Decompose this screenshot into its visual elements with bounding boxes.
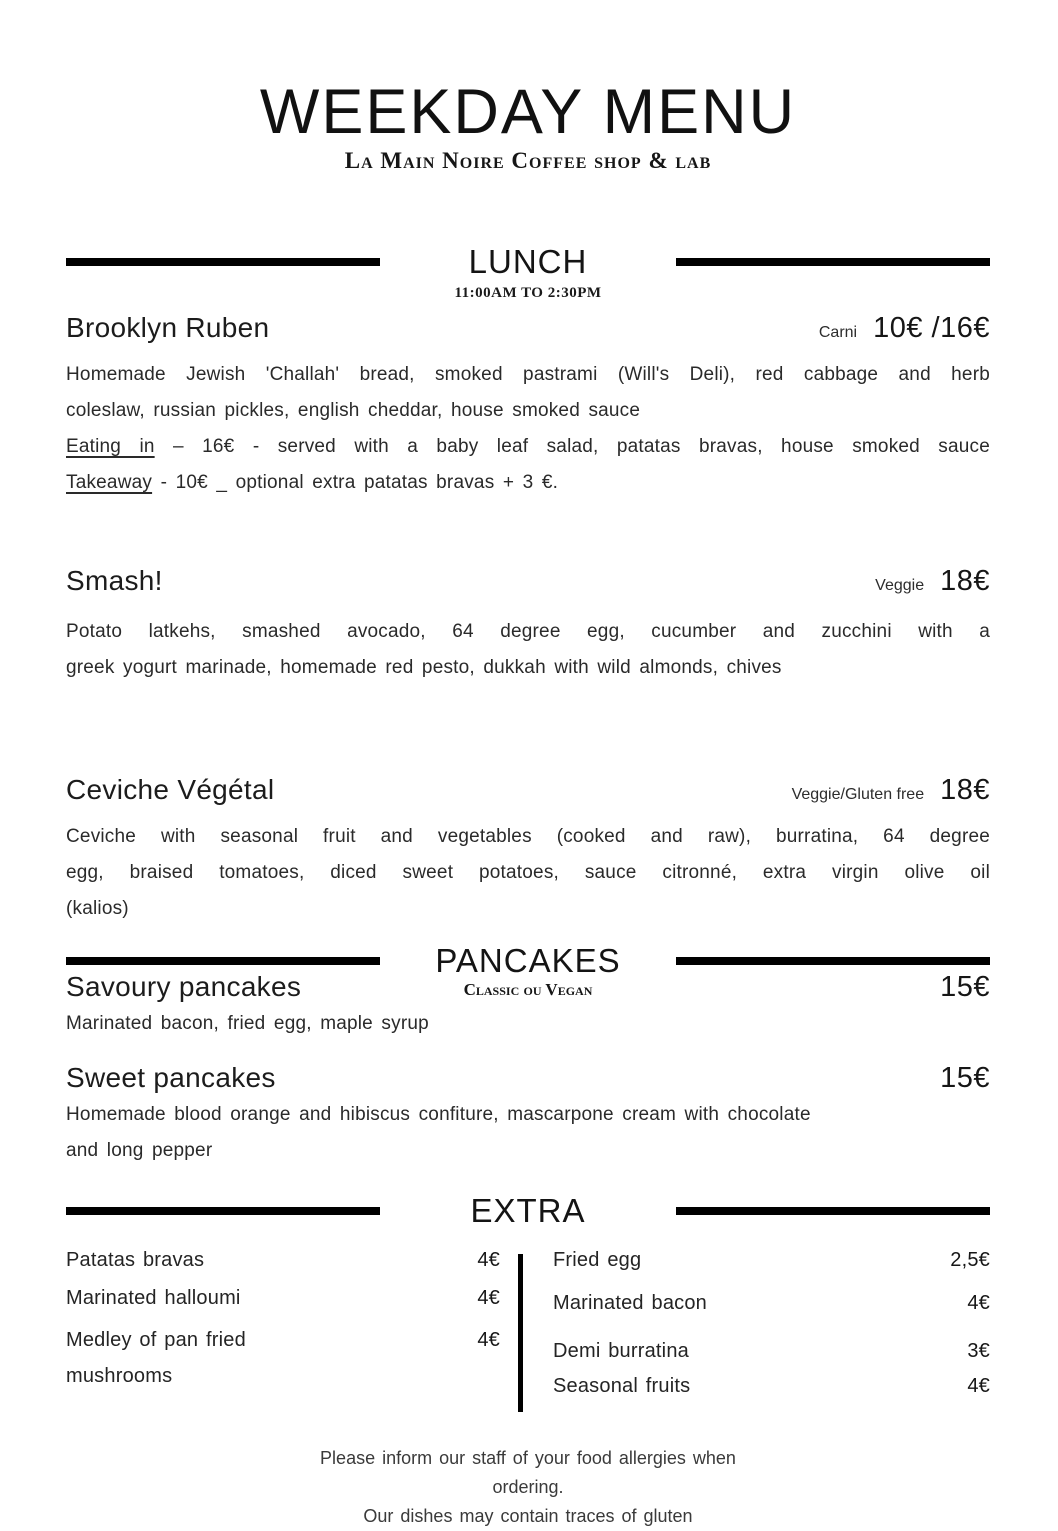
extra-price: 4€ — [477, 1328, 500, 1351]
masthead — [66, 78, 990, 174]
item-price: 18€ — [940, 774, 990, 807]
item-price: 15€ — [940, 971, 990, 1004]
item-description — [66, 357, 990, 501]
allergy-notice — [66, 1444, 990, 1531]
extras-grid — [66, 1246, 990, 1412]
lunch-heading-wrap — [380, 244, 676, 280]
diet-label: Veggie/Gluten free — [791, 786, 925, 804]
description-line: coleslaw, russian pickles, english cheddar, house smoked sauce — [66, 400, 641, 422]
page-subtitle: La Main Noire Coffee shop & lab — [344, 148, 712, 174]
pancakes-section-header — [66, 957, 990, 965]
extra-item-patatas-bravas — [66, 1246, 500, 1274]
item-price: 18€ — [940, 565, 990, 598]
extra-price: 4€ — [967, 1291, 990, 1314]
item-price-group — [819, 312, 990, 345]
extras-left-column — [66, 1246, 500, 1412]
extra-price: 2,5€ — [950, 1248, 990, 1271]
page-title: WEEKDAY MENU — [259, 77, 797, 147]
description-line: Homemade Jewish 'Challah' bread, smoked pastrami (Will's Deli), red cabbage and herb — [66, 364, 990, 386]
extra-item-medley-mushrooms — [66, 1322, 500, 1394]
pancakes-subheading: Classic ou Vegan — [463, 979, 593, 999]
divider-bar-right — [676, 957, 990, 965]
extra-section — [66, 1193, 990, 1411]
gluten-notice-line: Our dishes may contain traces of gluten — [363, 1505, 693, 1526]
description-line: Ceviche with seasonal fruit and vegetables (cooked and raw), burratina, 64 degree — [66, 826, 990, 848]
item-name: Savoury pancakes — [66, 971, 302, 1003]
extra-item-demi-burratina — [553, 1337, 990, 1365]
lunch-section — [66, 244, 990, 927]
extra-price: 4€ — [967, 1374, 990, 1397]
description-line: (kalios) — [66, 898, 129, 920]
takeaway-line — [66, 465, 990, 501]
menu-item-ceviche-vegetal — [66, 774, 990, 927]
menu-item-savoury-pancakes — [66, 971, 990, 1004]
extra-heading: EXTRA — [470, 1192, 586, 1230]
extras-right-column — [553, 1246, 990, 1412]
item-title-row — [66, 565, 990, 598]
extra-name: Marinated bacon — [553, 1291, 707, 1314]
item-title-row — [66, 312, 990, 345]
allergy-notice-line: Please inform our staff of your food allergies when — [320, 1447, 736, 1468]
item-price-group — [792, 774, 990, 807]
divider-bar-left — [66, 258, 380, 266]
divider-bar-right — [676, 258, 990, 266]
lunch-section-header — [66, 244, 990, 280]
extra-name: Fried egg — [553, 1248, 642, 1271]
description-line: greek yogurt marinade, homemade red pesto, dukkah with wild almonds, chives — [66, 657, 782, 679]
extra-item-seasonal-fruits — [553, 1372, 990, 1400]
menu-item-brooklyn-ruben — [66, 312, 990, 501]
description-line: and long pepper — [66, 1140, 213, 1162]
allergy-notice-line: ordering. — [492, 1476, 564, 1497]
item-name: Sweet pancakes — [66, 1062, 276, 1094]
takeaway-text: - 10€ _ optional extra patatas bravas + 3 €. — [152, 472, 559, 494]
item-description — [66, 819, 990, 927]
menu-item-smash — [66, 565, 990, 686]
eating-in-label: Eating in — [66, 436, 155, 458]
item-name: Smash! — [66, 565, 163, 597]
description-line: egg, braised tomatoes, diced sweet potatoes, sauce citronné, extra virgin olive oil — [66, 862, 990, 884]
description-line: Marinated bacon, fried egg, maple syrup — [66, 1013, 429, 1035]
item-description — [66, 614, 990, 686]
extra-name: Seasonal fruits — [553, 1374, 691, 1397]
extra-name: Medley of pan fried mushrooms — [66, 1328, 246, 1387]
item-name: Brooklyn Ruben — [66, 312, 270, 344]
item-price: 15€ — [940, 1062, 990, 1095]
extra-item-marinated-halloumi — [66, 1284, 500, 1312]
eating-in-line — [66, 429, 990, 465]
item-name: Ceviche Végétal — [66, 774, 275, 806]
extra-item-marinated-bacon — [553, 1289, 990, 1317]
takeaway-label: Takeaway — [66, 472, 153, 494]
divider-bar-right — [676, 1207, 990, 1215]
item-title-row — [66, 774, 990, 807]
item-price: 10€ /16€ — [873, 312, 990, 345]
menu-item-sweet-pancakes — [66, 1062, 990, 1095]
extra-heading-wrap — [380, 1193, 676, 1229]
diet-label: Veggie — [875, 577, 925, 595]
extra-price: 4€ — [477, 1286, 500, 1309]
lunch-heading: LUNCH — [468, 243, 588, 281]
description-line: Potato latkehs, smashed avocado, 64 degree egg, cucumber and zucchini with a — [66, 621, 990, 643]
extra-name: Demi burratina — [553, 1339, 689, 1362]
item-price-group — [875, 565, 990, 598]
extra-price: 4€ — [477, 1248, 500, 1271]
pancakes-section — [66, 942, 990, 1169]
extra-section-header — [66, 1193, 990, 1229]
extra-name: Patatas bravas — [66, 1248, 205, 1271]
divider-bar-left — [66, 1207, 380, 1215]
extra-name: Marinated halloumi — [66, 1286, 241, 1309]
divider-bar-left — [66, 957, 380, 965]
eating-in-text: – 16€ - served with a baby leaf salad, patatas bravas, house smoked sauce — [154, 436, 990, 458]
lunch-hours: 11:00AM TO 2:30PM — [454, 285, 602, 302]
description-line: Homemade blood orange and hibiscus confiture, mascarpone cream with chocolate — [66, 1104, 811, 1126]
extra-item-fried-egg — [553, 1246, 990, 1274]
pancakes-heading: PANCAKES — [435, 942, 621, 980]
extra-price: 3€ — [967, 1339, 990, 1362]
extras-vertical-divider — [518, 1254, 523, 1412]
diet-label: Carni — [818, 324, 858, 342]
